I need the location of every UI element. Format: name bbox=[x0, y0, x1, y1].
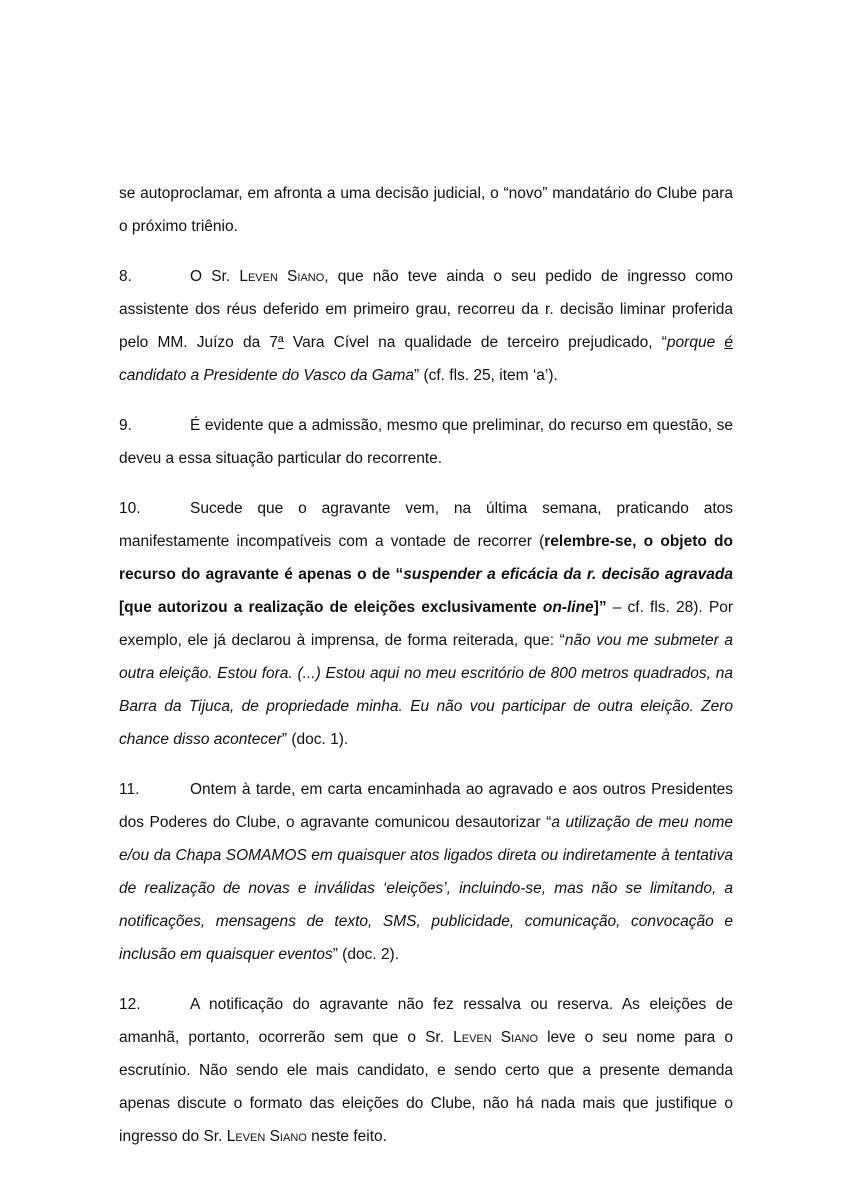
paragraph-number: 8. bbox=[119, 268, 132, 285]
text-segment: A notificação do agravante não fez ressalva ou reserva. As eleições de amanhã, portanto, ocorrerão sem que o Sr. bbox=[119, 996, 733, 1046]
paragraph-9 bbox=[119, 409, 733, 475]
paragraph-number: 11. bbox=[119, 781, 140, 798]
paragraph-12 bbox=[119, 988, 733, 1153]
paragraph-number: 12. bbox=[119, 996, 141, 1013]
text-segment: O Sr. bbox=[190, 268, 240, 285]
text-segment: ª bbox=[277, 334, 284, 351]
text-segment: relembre-se, o objeto do recurso do agravante é apenas o de “ bbox=[119, 533, 733, 583]
text-segment: neste feito. bbox=[306, 1128, 387, 1145]
text-segment: ” (doc. 2). bbox=[332, 946, 400, 963]
text-segment: Leven Siano bbox=[226, 1128, 307, 1145]
text-segment: Sucede que o agravante vem, na última semana, praticando atos manifestamente incompatíveis com a vontade de recorrer ( bbox=[119, 500, 733, 550]
text-segment: Leven Siano bbox=[239, 268, 325, 285]
paragraph-number: 9. bbox=[119, 417, 132, 434]
text-segment: Vara Cível na qualidade de terceiro prejudicado, “ bbox=[283, 334, 667, 351]
text-segment: porque bbox=[666, 334, 725, 351]
text-segment: é bbox=[724, 334, 733, 351]
paragraph-10 bbox=[119, 492, 733, 756]
text-segment: ” (doc. 1). bbox=[281, 731, 349, 748]
text-segment: Ontem à tarde, em carta encaminhada ao agravado e aos outros Presidentes dos Poderes do Clube, o agravante comunicou desautorizar “ bbox=[119, 781, 733, 831]
text-segment: não vou me submeter a outra eleição. Estou fora. (...) Estou aqui no meu escritório de 800 metros quadrados, na Barra da Tijuca, de propriedade minha. Eu não vou participar de outra eleição. Zero chance disso acontecer bbox=[119, 632, 733, 748]
paragraph-8 bbox=[119, 260, 733, 392]
paragraph-continuation bbox=[119, 177, 733, 243]
text-segment: , que não teve ainda o seu pedido de ingresso como assistente dos réus deferido em primeiro grau, recorreu da r. decisão liminar proferida pelo MM. Juízo da 7 bbox=[119, 268, 733, 351]
paragraph-number: 10. bbox=[119, 500, 141, 517]
text-segment: ” (cf. fls. 25, item ‘a’). bbox=[413, 367, 558, 384]
text-segment: se autoproclamar, em afronta a uma decisão judicial, o “novo” mandatário do Clube para o próximo triênio. bbox=[119, 185, 733, 235]
paragraph-11 bbox=[119, 773, 733, 971]
text-segment: [que autorizou a realização de eleições exclusivamente bbox=[119, 599, 543, 616]
text-segment: – cf. fls. 28). Por exemplo, ele já declarou à imprensa, de forma reiterada, que: “ bbox=[119, 599, 733, 649]
text-segment: a utilização de meu nome e/ou da Chapa SOMAMOS em quaisquer atos ligados direta ou indiretamente à tentativa de realização de novas e inválidas ‘eleições’, incluindo-se, mas não se limitando, a notificações, mensagens de texto, SMS, publicidade, comunicação, convocação e inclusão em quaisquer eventos bbox=[119, 814, 733, 963]
text-segment: É evidente que a admissão, mesmo que preliminar, do recurso em questão, se deveu a essa situação particular do recorrente. bbox=[119, 417, 733, 467]
document-body bbox=[119, 177, 733, 1153]
text-segment: ]” bbox=[593, 599, 607, 616]
text-segment: suspender a eficácia da r. decisão agravada bbox=[403, 566, 733, 583]
text-segment: on-line bbox=[542, 599, 594, 616]
text-segment: candidato a Presidente do Vasco da Gama bbox=[119, 367, 414, 384]
text-segment: Leven Siano bbox=[453, 1029, 539, 1046]
text-segment: leve o seu nome para o escrutínio. Não sendo ele mais candidato, e sendo certo que a presente demanda apenas discute o formato das eleições do Clube, não há nada mais que justifique o ingresso do Sr. bbox=[119, 1029, 733, 1145]
